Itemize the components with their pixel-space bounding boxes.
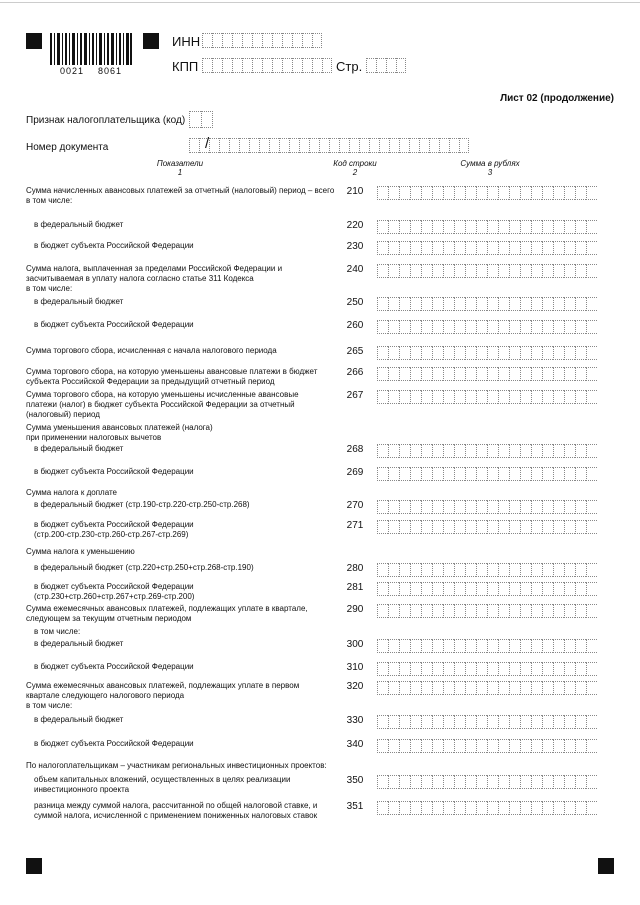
column-header-indicators <box>130 159 230 177</box>
row-code-260: 260 <box>346 320 364 331</box>
row-code-269: 269 <box>346 467 364 478</box>
row-label-250: в федеральный бюджет <box>34 297 124 306</box>
row-code-320: 320 <box>346 681 364 692</box>
page-label: Стр. <box>336 59 363 74</box>
row-label-270: в федеральный бюджет (стр.190-стр.220-стр.250-стр.268) <box>34 500 250 509</box>
row-code-230: 230 <box>346 241 364 252</box>
row-label-210: Сумма начисленных авансовых платежей за отчетный (налоговый) период – всего в том числе: <box>26 186 335 205</box>
corner-marker-top-left <box>26 33 42 49</box>
amount-field-350[interactable] <box>377 775 597 789</box>
row-code-240: 240 <box>346 264 364 275</box>
row-label-220: в федеральный бюджет <box>34 220 124 229</box>
row-label-260: в бюджет субъекта Российской Федерации <box>34 320 194 329</box>
amount-field-210[interactable] <box>377 186 597 200</box>
page-number-field[interactable] <box>366 58 406 73</box>
row-label-310: в бюджет субъекта Российской Федерации <box>34 662 194 671</box>
amount-field-250[interactable] <box>377 297 597 311</box>
amount-field-268[interactable] <box>377 444 597 458</box>
row-label-271: в бюджет субъекта Российской Федерации (стр.200-стр.230-стр.260-стр.267-стр.269) <box>34 520 194 539</box>
amount-field-230[interactable] <box>377 241 597 255</box>
row-code-220: 220 <box>346 220 364 231</box>
amount-field-260[interactable] <box>377 320 597 334</box>
amount-field-340[interactable] <box>377 739 597 753</box>
kpp-field[interactable] <box>202 58 332 73</box>
row-code-265: 265 <box>346 346 364 357</box>
row-code-350: 350 <box>346 775 364 786</box>
corner-marker-top-center <box>143 33 159 49</box>
row-code-281: 281 <box>346 582 364 593</box>
taxpayer-sign-field[interactable] <box>189 111 213 128</box>
row-label-330: в федеральный бюджет <box>34 715 124 724</box>
amount-field-266[interactable] <box>377 367 597 381</box>
column-indicators-number: 1 <box>177 168 183 177</box>
section-including-290: в том числе: <box>34 627 81 636</box>
amount-field-351[interactable] <box>377 801 597 815</box>
taxpayer-sign-label: Признак налогоплательщика (код) <box>26 115 186 126</box>
row-label-268: в федеральный бюджет <box>34 444 124 453</box>
column-amount-title: Сумма в рублях <box>460 159 520 168</box>
amount-field-265[interactable] <box>377 346 597 360</box>
row-code-210: 210 <box>346 186 364 197</box>
row-label-280: в федеральный бюджет (стр.220+стр.250+стр.268-стр.190) <box>34 563 254 572</box>
section-reduction-header: Сумма уменьшения авансовых платежей (налога) при применении налоговых вычетов <box>26 423 213 442</box>
row-label-350: объем капитальных вложений, осуществленных в целях реализации инвестиционного проекта <box>34 775 291 794</box>
row-label-267: Сумма торгового сбора, на которую уменьшены исчисленные авансовые платежи (налог) в бюджет субъекта Российской Федерации за отчетный (налоговый) период <box>26 390 299 419</box>
column-code-number: 2 <box>352 168 358 177</box>
row-label-340: в бюджет субъекта Российской Федерации <box>34 739 194 748</box>
row-code-351: 351 <box>346 801 364 812</box>
row-code-330: 330 <box>346 715 364 726</box>
amount-field-320[interactable] <box>377 681 597 695</box>
row-code-268: 268 <box>346 444 364 455</box>
document-number-label: Номер документа <box>26 142 109 153</box>
inn-field[interactable] <box>202 33 322 48</box>
amount-field-270[interactable] <box>377 500 597 514</box>
amount-field-220[interactable] <box>377 220 597 234</box>
row-label-240: Сумма налога, выплаченная за пределами Российской Федерации и засчитываемая в уплату налога согласно статье 311 Кодекса в том числе: <box>26 264 283 293</box>
row-code-250: 250 <box>346 297 364 308</box>
amount-field-280[interactable] <box>377 563 597 577</box>
amount-field-310[interactable] <box>377 662 597 676</box>
row-code-271: 271 <box>346 520 364 531</box>
row-label-281: в бюджет субъекта Российской Федерации (стр.230+стр.260+стр.267+стр.269-стр.200) <box>34 582 195 601</box>
row-label-265: Сумма торгового сбора, исчисленная с начала налогового периода <box>26 346 277 355</box>
document-number-slash: / <box>205 135 210 152</box>
row-label-351: разница между суммой налога, рассчитанной по общей налоговой ставке, и суммой налога, исчисленной с применением пониженных налоговых ставок <box>34 801 318 820</box>
section-to-reduce: Сумма налога к уменьшению <box>26 547 135 556</box>
column-header-code <box>325 159 385 177</box>
row-label-266: Сумма торгового сбора, на которую уменьшены авансовые платежи в бюджет субъекта Российской Федерации за предыдущий отчетный период <box>26 367 318 386</box>
column-indicators-title: Показатели <box>156 159 204 168</box>
corner-marker-bottom-left <box>26 858 42 874</box>
amount-field-290[interactable] <box>377 604 597 618</box>
row-code-267: 267 <box>346 390 364 401</box>
row-code-280: 280 <box>346 563 364 574</box>
section-investment: По налогоплательщикам – участникам региональных инвестиционных проектов: <box>26 761 327 770</box>
kpp-label: КПП <box>172 59 199 74</box>
barcode-number-right: 8061 <box>98 66 123 76</box>
barcode <box>50 33 132 65</box>
row-label-320: Сумма ежемесячных авансовых платежей, подлежащих уплате в первом квартале следующего налогового периода в том числе: <box>26 681 300 710</box>
row-code-270: 270 <box>346 500 364 511</box>
inn-label: ИНН <box>172 34 201 49</box>
row-code-340: 340 <box>346 739 364 750</box>
row-code-266: 266 <box>346 367 364 378</box>
row-code-290: 290 <box>346 604 364 615</box>
row-label-230: в бюджет субъекта Российской Федерации <box>34 241 194 250</box>
amount-field-300[interactable] <box>377 639 597 653</box>
section-to-pay: Сумма налога к доплате <box>26 488 117 497</box>
column-code-title: Код строки <box>333 159 377 168</box>
barcode-number-left: 0021 <box>60 66 85 76</box>
row-label-269: в бюджет субъекта Российской Федерации <box>34 467 194 476</box>
amount-field-271[interactable] <box>377 520 597 534</box>
amount-field-269[interactable] <box>377 467 597 481</box>
corner-marker-bottom-right <box>598 858 614 874</box>
amount-field-267[interactable] <box>377 390 597 404</box>
row-code-300: 300 <box>346 639 364 650</box>
column-header-amount <box>440 159 540 177</box>
sheet-title: Лист 02 (продолжение) <box>500 93 614 104</box>
row-code-310: 310 <box>346 662 364 673</box>
amount-field-240[interactable] <box>377 264 597 278</box>
amount-field-281[interactable] <box>377 582 597 596</box>
row-label-300: в федеральный бюджет <box>34 639 124 648</box>
amount-field-330[interactable] <box>377 715 597 729</box>
row-label-290: Сумма ежемесячных авансовых платежей, подлежащих уплате в квартале, следующем за текущим отчетным периодом <box>26 604 308 623</box>
document-number-field[interactable] <box>189 138 469 153</box>
column-amount-number: 3 <box>487 168 493 177</box>
top-rule <box>0 2 640 3</box>
